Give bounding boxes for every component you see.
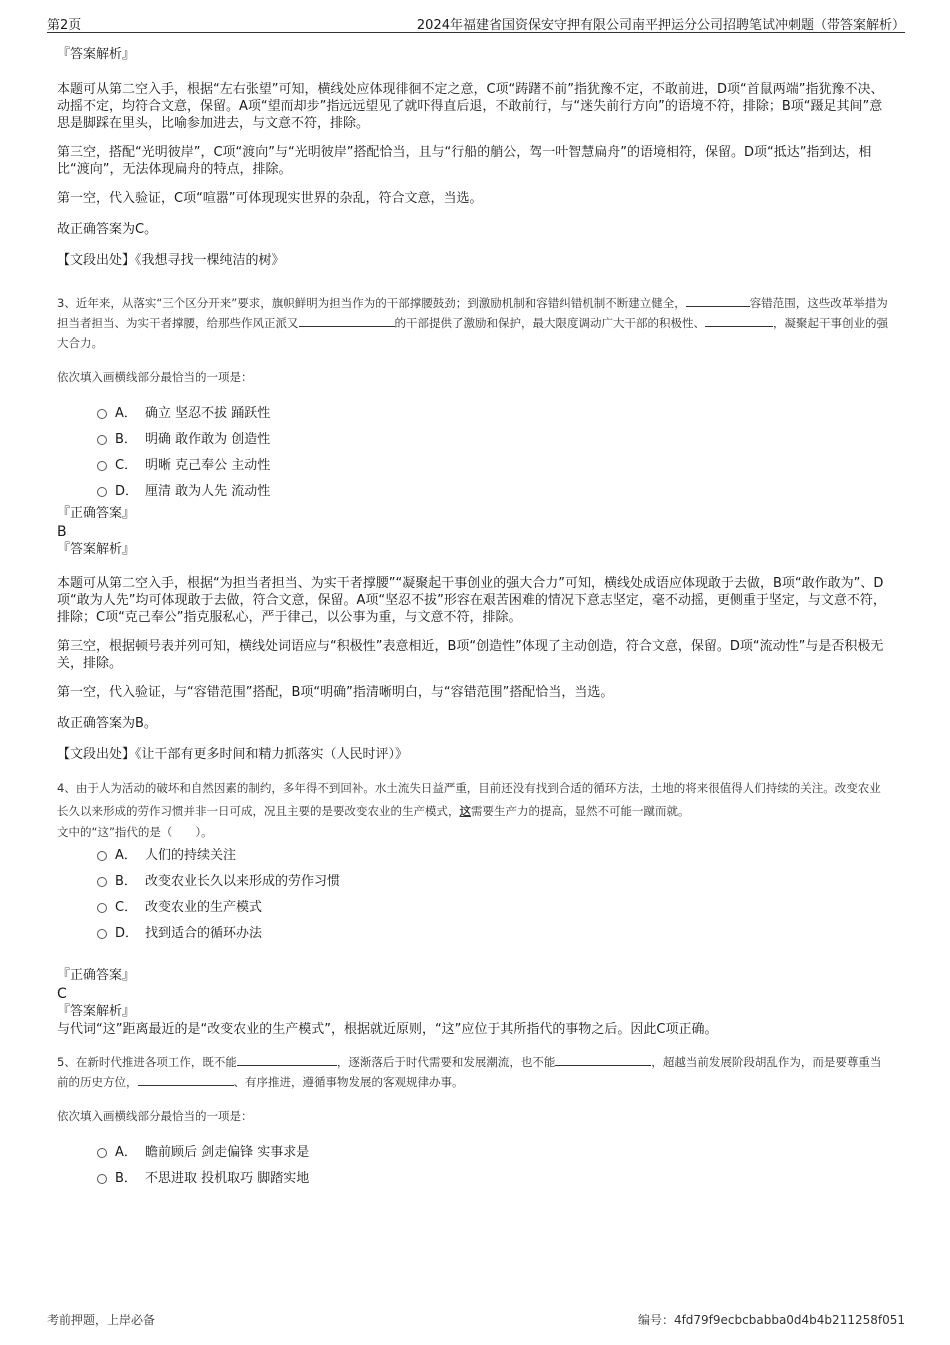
q4-prompt: 文中的“这”指代的是（ ）。 [57, 825, 213, 839]
page-header [47, 12, 905, 33]
q3-blank-1 [686, 294, 750, 307]
q2-analysis-para2: 第三空，搭配“光明彼岸”，C项“渡向”与“光明彼岸”搭配恰当，且与“行船的艄公，驾一叶智慧扁舟”的语境相符，保留。D项“抵达”指到达，相比“渡向”，无法体现扁舟的特点，排除。 [57, 145, 872, 177]
radio-icon[interactable] [97, 1174, 107, 1184]
q2-analysis-label: 『答案解析』 [57, 47, 136, 62]
radio-icon[interactable] [97, 1148, 107, 1158]
q3-answer-label: 『正确答案』 [57, 506, 136, 521]
q3-answer: B [57, 524, 67, 540]
document-title: 2024年福建省国资保安守押有限公司南平押运分公司招聘笔试冲刺题（带答案解析） [416, 18, 905, 33]
q4-option-d[interactable]: D． 找到适合的循环办法 [97, 921, 892, 947]
q3-analysis-para2: 第三空，根据顿号表并列可知，横线处词语应与“积极性”表意相近，B项“创造性”体现了主动创造，符合文意，保留。D项“流动性”与是否积极无关，排除。 [57, 639, 884, 671]
q4-analysis-para1: 与代词“这”距离最近的是“改变农业的生产模式”，根据就近原则，“这”应位于其所指代的事物之后。因此C项正确。 [57, 1022, 718, 1037]
radio-icon[interactable] [97, 903, 107, 913]
page-number: 第2页 [47, 18, 82, 33]
q2-source: 【文段出处】《我想寻找一棵纯洁的树》 [57, 253, 285, 268]
document-body [57, 46, 892, 1192]
q4-option-a[interactable]: A． 人们的持续关注 [97, 843, 892, 869]
q3-analysis-para4: 故正确答案为B。 [57, 716, 157, 731]
q5-prompt: 依次填入画横线部分最恰当的一项是： [57, 1109, 253, 1123]
q5-blank-2 [555, 1053, 651, 1066]
q5-blank-3 [138, 1073, 234, 1086]
q3-blank-2 [299, 314, 395, 327]
radio-icon[interactable] [97, 435, 107, 445]
q3-analysis-label: 『答案解析』 [57, 542, 136, 557]
q5-options [97, 1140, 892, 1192]
q4-stem: 4、由于人为活动的破坏和自然因素的制约，多年得不到回补。水土流失日益严重，目前还没有找到合适的循环方法，土地的将来很值得人们持续的关注。改变农业长久以来形成的劳作习惯并非一日可成，况且主要的是要改变农业的生产模式，这需要生产力的提高，显然不可能一蹴而就。 [57, 781, 881, 818]
radio-icon[interactable] [97, 851, 107, 861]
radio-icon[interactable] [97, 929, 107, 939]
q4-option-b[interactable]: B． 改变农业长久以来形成的劳作习惯 [97, 869, 892, 895]
q3-blank-3 [705, 314, 773, 327]
q2-analysis-para4: 故正确答案为C。 [57, 222, 158, 237]
q4-options [97, 843, 892, 947]
q5-stem: 5、在新时代推进各项工作，既不能 ，逐渐落后于时代需要和发展潮流，也不能 ，超越当前发展阶段胡乱作为，而是要尊重当前的历史方位， 、有序推进，遵循事物发展的客观规律办事。 [57, 1055, 882, 1089]
radio-icon[interactable] [97, 409, 107, 419]
q3-stem: 3、近年来，从落实“三个区分开来”要求，旗帜鲜明为担当作为的干部撑腰鼓劲；到激励机制和容错纠错机制不断建立健全， 容错范围，这些改革举措为担当者担当、为实干者撑腰，给那些作风正派又 的干部提供了激励和保护，最大限度调动广大干部的积极性、 ，凝聚起干事创业的强大合力。 [57, 296, 888, 350]
radio-icon[interactable] [97, 877, 107, 887]
document-id: 编号：4fd79f9ecbcbabba0d4b4b211258f051 [637, 1313, 905, 1327]
q3-option-c[interactable]: C． 明晰 克己奉公 主动性 [97, 453, 892, 479]
q2-analysis-para1: 本题可从第二空入手，根据“左右张望”可知，横线处应体现徘徊不定之意，C项“踌躇不前”指犹豫不定，不敢前进，D项“首鼠两端”指犹豫不决、动摇不定，均符合文意，保留。A项“望而却步”指远远望见了就吓得直后退，不敢前行，与“迷失前行方向”的语境不符，排除；B项“蹑足其间”意思是脚踩在里头，比喻参加进去，与文意不符，排除。 [57, 82, 884, 131]
q2-analysis-para3: 第一空，代入验证，C项“喧嚣”可体现现实世界的杂乱，符合文意，当选。 [57, 191, 483, 206]
q4-marked-word: 这 [459, 804, 471, 818]
radio-icon[interactable] [97, 461, 107, 471]
q3-option-d[interactable]: D． 厘清 敢为人先 流动性 [97, 479, 892, 505]
q3-option-b[interactable]: B． 明确 敢作敢为 创造性 [97, 427, 892, 453]
q3-options [97, 401, 892, 505]
q5-blank-1 [237, 1053, 337, 1066]
q3-source: 【文段出处】《让干部有更多时间和精力抓落实（人民时评）》 [57, 747, 409, 762]
q3-option-a[interactable]: A． 确立 坚忍不拔 踊跃性 [97, 401, 892, 427]
q4-analysis-label: 『答案解析』 [57, 1004, 136, 1019]
q4-option-c[interactable]: C． 改变农业的生产模式 [97, 895, 892, 921]
q3-analysis-para3: 第一空，代入验证，与“容错范围”搭配，B项“明确”指清晰明白，与“容错范围”搭配恰当，当选。 [57, 685, 614, 700]
q4-answer-label: 『正确答案』 [57, 968, 136, 983]
q3-analysis-para1: 本题可从第二空入手，根据“为担当者担当、为实干者撑腰”“凝聚起干事创业的强大合力”可知，横线处成语应体现敢于去做，B项“敢作敢为”、D项“敢为人先”均可体现敢于去做，符合文意，保留。A项“坚忍不拔”形容在艰苦困难的情况下意志坚定，毫不动摇，更侧重于坚定，与文意不符，排除；C项“克己奉公”指克服私心，严于律己，以公事为重，与文意不符，排除。 [57, 576, 886, 625]
q5-option-a[interactable]: A． 瞻前顾后 剑走偏锋 实事求是 [97, 1140, 892, 1166]
q5-option-b[interactable]: B． 不思进取 投机取巧 脚踏实地 [97, 1166, 892, 1192]
footer-slogan: 考前押题，上岸必备 [47, 1313, 156, 1327]
radio-icon[interactable] [97, 487, 107, 497]
q3-prompt: 依次填入画横线部分最恰当的一项是： [57, 370, 253, 384]
q4-answer: C [57, 986, 67, 1002]
